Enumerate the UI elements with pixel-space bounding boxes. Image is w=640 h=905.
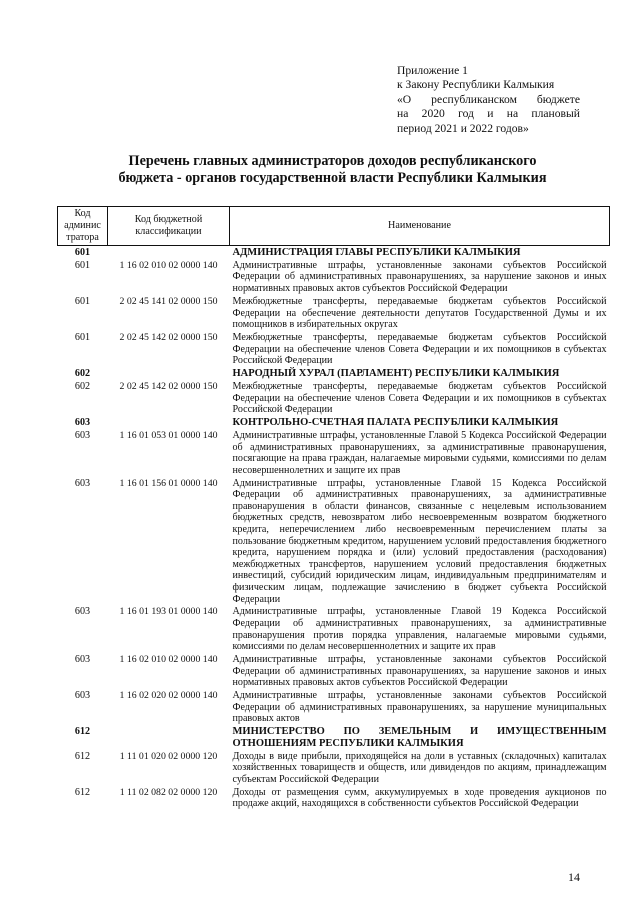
header-admin-code: Код админис тратора — [58, 207, 108, 246]
budget-code-cell — [108, 246, 230, 260]
name-cell: Административные штрафы, установленные законами субъектов Российской Федерации об административных правонарушениях, за нарушение муниципальных правовых актов — [232, 690, 607, 725]
budget-code-cell: 1 16 02 010 02 0000 140 — [119, 259, 218, 271]
budget-code-cell: 1 16 02 010 02 0000 140 — [119, 654, 218, 666]
table-row — [58, 332, 610, 368]
annex-line: Приложение 1 — [397, 64, 468, 77]
table-row — [58, 654, 610, 690]
budget-code-cell — [108, 417, 230, 430]
admin-code-cell: 601 — [74, 295, 91, 307]
annex-line: к Закону Республики Калмыкия — [397, 78, 555, 92]
admin-code-cell: 612 — [74, 750, 91, 762]
name-cell: КОНТРОЛЬНО-СЧЕТНАЯ ПАЛАТА РЕСПУБЛИКИ КАЛМЫКИЯ — [232, 417, 559, 429]
budget-code-cell: 1 11 02 082 02 0000 120 — [119, 786, 218, 798]
admin-code-cell: 601 — [74, 332, 91, 344]
title-line: бюджета - органов государственной власти Республики Калмыкия — [118, 170, 547, 186]
budget-code-cell: 1 16 01 053 01 0000 140 — [119, 429, 218, 441]
page-number: 14 — [568, 870, 580, 884]
budget-code-cell: 1 11 01 020 02 0000 120 — [119, 750, 218, 762]
budget-code-cell: 1 16 02 020 02 0000 140 — [119, 690, 218, 702]
annex-line: «О республиканском бюджете — [397, 92, 580, 106]
table-row — [58, 751, 610, 787]
table-row — [58, 296, 610, 332]
budget-code-cell: 2 02 45 142 02 0000 150 — [119, 381, 218, 393]
name-cell: Доходы от размещения сумм, аккумулируемых в ходе проведения аукционов по продаже акций, находящихся в собственности субъектов Российской Федерации — [232, 786, 607, 810]
annex-line: период 2021 и 2022 годов» — [397, 121, 529, 135]
admin-code-cell: 603 — [74, 417, 91, 429]
admin-code-cell: 603 — [74, 429, 91, 441]
section-row — [58, 368, 610, 381]
admin-code-cell: 603 — [74, 654, 91, 666]
table-body — [58, 246, 610, 812]
admin-code-cell: 601 — [74, 247, 91, 258]
admin-code-cell: 601 — [74, 259, 91, 271]
section-row — [58, 246, 610, 260]
budget-code-cell: 1 16 01 193 01 0000 140 — [119, 606, 218, 618]
table-row — [58, 690, 610, 726]
budget-code-cell: 2 02 45 141 02 0000 150 — [119, 295, 218, 307]
budget-code-cell: 1 16 01 156 01 0000 140 — [119, 477, 218, 489]
table-row — [58, 430, 610, 478]
name-cell: Межбюджетные трансферты, передаваемые бюджетам субъектов Российской Федерации на обеспечение членов Совета Федерации и их помощников в субъектах Российской Федерации — [232, 381, 607, 416]
header-budget-code: Код бюджетной классификации — [108, 207, 230, 246]
budget-code-cell — [108, 726, 230, 750]
admin-code-cell: 612 — [74, 726, 91, 738]
table-row — [58, 260, 610, 296]
name-cell: НАРОДНЫЙ ХУРАЛ (ПАРЛАМЕНТ) РЕСПУБЛИКИ КАЛМЫКИЯ — [232, 368, 560, 380]
table-header-row — [58, 207, 610, 246]
admin-code-cell: 612 — [74, 786, 91, 798]
name-cell: МИНИСТЕРСТВО ПО ЗЕМЕЛЬНЫМ И ИМУЩЕСТВЕННЫМ ОТНОШЕНИЯМ РЕСПУБЛИКИ КАЛМЫКИЯ — [232, 726, 607, 749]
table-row — [58, 606, 610, 654]
admin-code-cell: 603 — [74, 606, 91, 618]
table-row — [58, 787, 610, 811]
admin-code-cell: 602 — [74, 368, 91, 380]
title-line: Перечень главных администраторов доходов республиканского — [128, 153, 537, 169]
name-cell: Административные штрафы, установленные Главой 15 Кодекса Российской Федерации об административных правонарушениях, за административные правонарушения в области финансов, связанные с нецелевым использованием бюджетных средств, невозвратом либо несвоевременным возвратом бюджетного кредита, неперечислением либо несвоевременным перечислением платы за пользование бюджетным кредитом, нарушением условий предоставления бюджетного кредита, нарушением порядка и (или) условий предоставления (расходования) межбюджетных трансфертов, нарушением условий предоставления бюджетных инвестиций, субсидий юридическим лицам, индивидуальным предпринимателям и физическим лицам, подлежащие зачислению в бюджет субъекта Российской Федерации — [232, 477, 607, 605]
section-row — [58, 726, 610, 750]
name-cell: Межбюджетные трансферты, передаваемые бюджетам субъектов Российской Федерации на обеспечение деятельности депутатов Государственной Думы и их помощников в избирательных округах — [232, 295, 607, 331]
table-row — [58, 381, 610, 417]
section-row — [58, 417, 610, 430]
admin-code-cell: 603 — [74, 690, 91, 702]
annex-header — [397, 64, 580, 136]
name-cell: Межбюджетные трансферты, передаваемые бюджетам субъектов Российской Федерации на обеспечение членов Совета Федерации и их помощников в субъектах Российской Федерации — [232, 332, 607, 367]
budget-code-cell: 2 02 45 142 02 0000 150 — [119, 332, 218, 344]
name-cell: АДМИНИСТРАЦИЯ ГЛАВЫ РЕСПУБЛИКИ КАЛМЫКИЯ — [232, 247, 521, 258]
annex-line: на 2020 год и на плановый — [397, 107, 580, 121]
name-cell: Административные штрафы, установленные Главой 19 Кодекса Российской Федерации об административных правонарушениях, за административные правонарушения против порядка управления, налагаемые мировыми судьями, комиссиями по делам несовершеннолетних и защите их прав — [232, 606, 607, 653]
name-cell: Доходы в виде прибыли, приходящейся на доли в уставных (складочных) капиталах хозяйственных товариществ и обществ, или дивидендов по акциям, принадлежащим субъектам Российской Федерации — [232, 750, 607, 785]
header-name: Наименование — [230, 207, 610, 246]
budget-code-cell — [108, 368, 230, 381]
name-cell: Административные штрафы, установленные Главой 5 Кодекса Российской Федерации об административных правонарушениях, за административные правонарушения, посягающие на права граждан, налагаемые мировыми судьями, комиссиями по делам несовершеннолетних и защите их прав — [232, 429, 607, 476]
name-cell: Административные штрафы, установленные законами субъектов Российской Федерации об административных правонарушениях, за нарушение законов и иных нормативных правовых актов субъектов Российской Федерации — [232, 259, 607, 295]
admin-code-cell: 602 — [74, 381, 91, 393]
administrators-table — [57, 206, 610, 811]
document-title — [60, 153, 605, 187]
name-cell: Административные штрафы, установленные законами субъектов Российской Федерации об административных правонарушениях, за нарушение законов и иных нормативных правовых актов субъектов Российской Федерации — [232, 654, 607, 689]
admin-code-cell: 603 — [74, 477, 91, 489]
table-row — [58, 478, 610, 607]
